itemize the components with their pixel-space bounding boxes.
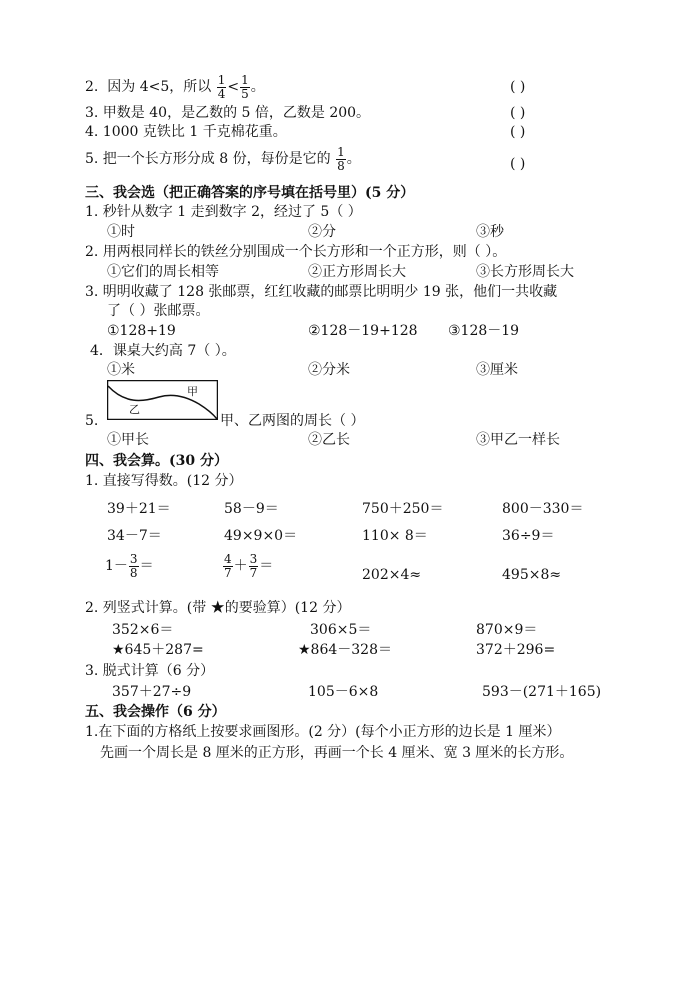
answer-paren[interactable]: ( ) [510,156,526,172]
perimeter-figure [107,380,218,420]
vertical-calc-item: 352×6＝ [112,622,174,638]
mental-math-item: 39＋21＝ [107,501,171,517]
option[interactable]: ②128－19+128 [308,323,418,339]
vertical-calc-item: 870×9＝ [476,622,538,638]
stepwise-calc-item: 357＋27÷9 [112,684,192,700]
judge-q5: 5. 把一个长方形分成 8 份，每份是它的 $\frac{1}{8}$ 。 [85,145,361,173]
section-5-heading: 五、我会操作（6 分） [85,704,226,720]
answer-paren[interactable]: ( ) [510,124,526,140]
stepwise-calc-item: 593－(271＋165) [482,684,602,700]
vertical-calc-item: 372＋296= [476,642,556,658]
choice-q5: 甲、乙两图的周长（ ） [220,413,365,429]
option[interactable]: ②正方形周长大 [308,264,406,280]
mental-math-item: 110× 8＝ [362,528,428,544]
option[interactable]: ②乙长 [308,432,350,448]
vertical-calc-item: 306×5＝ [310,622,372,638]
option[interactable]: ①时 [107,224,135,240]
fraction-one-fifth: $\frac{1}{5}$ [241,73,249,101]
operation-q1-line2: 先画一个周长是 8 厘米的正方形，再画一个长 4 厘米、宽 3 厘米的长方形。 [100,745,574,761]
choice-q3-line1: 3. 明明收藏了 128 张邮票，红红收藏的邮票比明明少 19 张，他们一共收藏 [85,284,558,300]
option[interactable]: ①米 [107,362,135,378]
choice-q3-line2: 了（ ）张邮票。 [107,303,210,319]
choice-q4: 4．课桌大约高 7（ ）。 [90,343,236,359]
choice-q5-number: 5. [85,413,99,429]
mental-math-item: 36÷9＝ [502,528,555,544]
mental-math-item: 49×9×0＝ [224,528,298,544]
mental-math-item: 495×8≈ [502,567,562,583]
option[interactable]: ①它们的周长相等 [107,264,219,280]
fraction-three-eighths: $\frac{3}{8}$ [129,552,138,580]
vertical-calc-item: ★645＋287= [112,642,204,658]
option[interactable]: ③秒 [476,224,504,240]
mental-math-item: 750＋250＝ [362,501,444,517]
stepwise-calc-item: 105－6×8 [308,684,379,700]
vertical-calc-item: ★864－328＝ [298,642,392,658]
judge-q3: 3. 甲数是 40，是乙数的 5 倍，乙数是 200。 [85,105,371,121]
option[interactable]: ①128+19 [107,323,176,339]
section-3-heading: 三、我会选（把正确答案的序号填在括号里）(5 分） [85,185,415,201]
fraction-one-eighth: $\frac{1}{8}$ [337,145,345,173]
fraction-three-sevenths: $\frac{3}{7}$ [249,552,258,580]
mental-math-item: 202×4≈ [362,567,422,583]
region-label-yi: 乙 [129,403,140,416]
part-3-title: 3. 脱式计算（6 分） [85,663,215,679]
region-label-jia: 甲 [187,385,198,398]
split-rectangle-diagram [107,380,218,420]
fraction-one-quarter: $\frac{1}{4}$ [217,73,226,101]
part-2-title: 2. 列竖式计算。(带 ★的要验算）(12 分） [85,600,351,616]
option[interactable]: ②分 [308,224,336,240]
option[interactable]: ③128－19 [448,323,520,339]
option[interactable]: ③甲乙一样长 [476,432,560,448]
mental-math-item: 34－7＝ [107,528,162,544]
judge-q4: 4. 1000 克铁比 1 千克棉花重。 [85,124,287,140]
operation-q1-line1: 1.在下面的方格纸上按要求画图形。(2 分）(每个小正方形的边长是 1 厘米） [85,724,561,740]
option[interactable]: ③厘米 [476,362,518,378]
option[interactable]: ②分米 [308,362,350,378]
judge-q2: 2. 因为 4<5，所以 $\frac{1}{4}$ < $\frac{1}{5}$ 。 [85,73,265,101]
answer-paren[interactable]: ( ) [510,105,526,121]
option[interactable]: ①甲长 [107,432,149,448]
fraction-four-sevenths: $\frac{4}{7}$ [224,552,232,580]
answer-paren[interactable]: ( ) [510,79,526,95]
choice-q2: 2. 用两根同样长的铁丝分别围成一个长方形和一个正方形，则（ ）。 [85,244,507,260]
part-1-title: 1. 直接写得数。(12 分） [85,473,243,489]
choice-q1: 1. 秒针从数字 1 走到数字 2，经过了 5（ ） [85,204,362,220]
section-4-heading: 四、我会算。(30 分） [85,453,228,469]
mental-math-item: 800－330＝ [502,501,584,517]
mental-math-fraction-b: $\frac{4}{7}$ ＋ $\frac{3}{7}$ ＝ [224,552,274,580]
mental-math-item: 58－9＝ [224,501,279,517]
mental-math-fraction-a: 1－ $\frac{3}{8}$ ＝ [105,552,154,580]
option[interactable]: ③长方形周长大 [476,264,574,280]
